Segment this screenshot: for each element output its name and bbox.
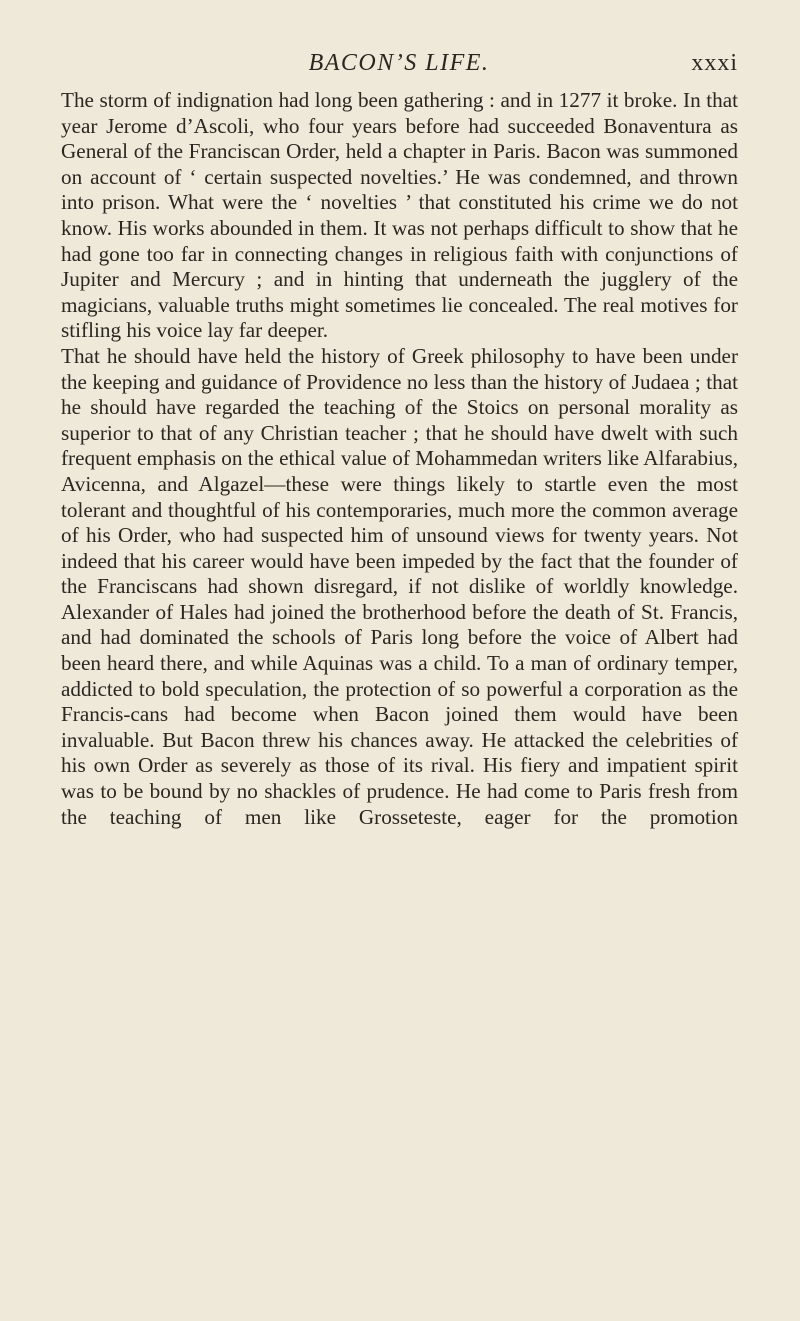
- paragraph-2: That he should have held the history of Greek philosophy to have been under the keeping and guidance of Providence no less than the history of Judaea ; that he should have regarded the teaching of the Stoics on personal morality as superior to that of any Christian teacher ; that he should have dwelt with such frequent emphasis on the ethical value of Mohammedan writers like Alfarabius, Avicenna, and Algazel—these were things likely to startle even the most tolerant and thoughtful of his contemporaries, much more the common average of his Order, who had suspected him of unsound views for twenty years. Not indeed that his career would have been impeded by the fact that the founder of the Franciscans had shown disregard, if not dislike of worldly knowledge. Alexander of Hales had joined the brotherhood before the death of St. Francis, and had dominated the schools of Paris long before the voice of Albert had been heard there, and while Aquinas was a child. To a man of ordinary temper, addicted to bold speculation, the protection of so powerful a corporation as the Francis-cans had become when Bacon joined them would have been invaluable. But Bacon threw his chances away. He attacked the celebrities of his own Order as severely as those of its rival. His fiery and impatient spirit was to be bound by no shackles of prudence. He had come to Paris fresh from the teaching of men like Grosseteste, eager for the promotion: [61, 343, 738, 829]
- page-header: [60, 50, 738, 80]
- paragraph-1: The storm of indignation had long been gathering : and in 1277 it broke. In that year Jerome d’Ascoli, who four years before had succeeded Bonaventura as General of the Franciscan Order, held a chapter in Paris. Bacon was summoned on account of ‘ certain suspected novelties.’ He was condemned, and thrown into prison. What were the ‘ novelties ’ that constituted his crime we do not know. His works abounded in them. It was not perhaps difficult to show that he had gone too far in connecting changes in religious faith with conjunctions of Jupiter and Mercury ; and in hinting that underneath the jugglery of the magicians, valuable truths might sometimes lie concealed. The real motives for stifling his voice lay far deeper.: [61, 88, 738, 343]
- page-number: xxxi: [691, 50, 738, 76]
- body-text: [61, 88, 738, 830]
- running-title: BACON’S LIFE.: [308, 50, 490, 76]
